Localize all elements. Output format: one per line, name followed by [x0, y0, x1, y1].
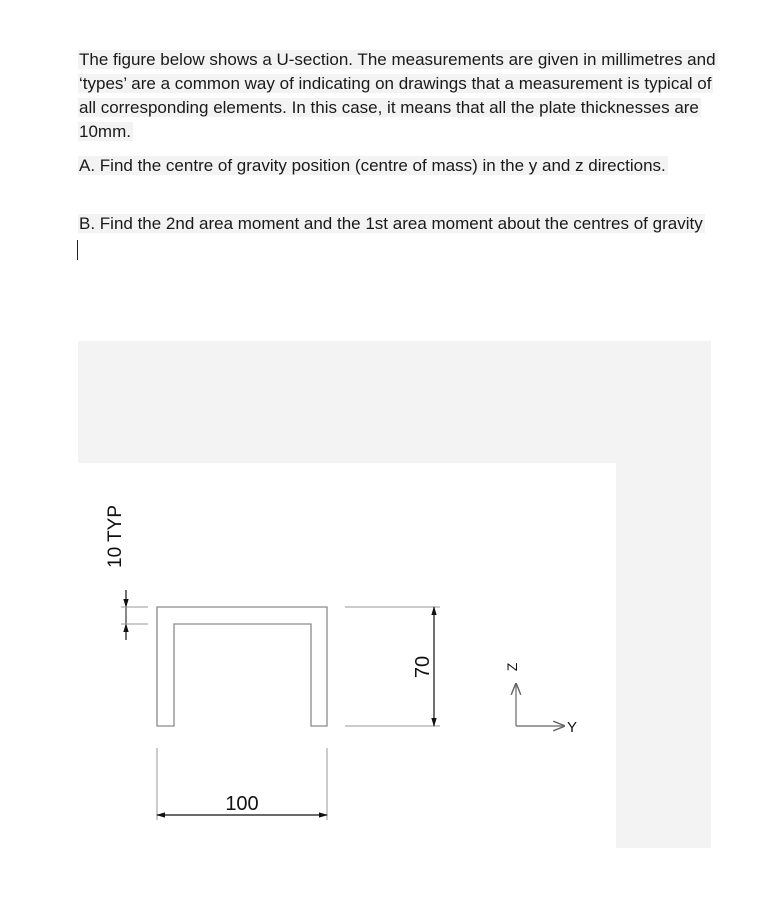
problem-intro-text: The figure below shows a U-section. The measurements are given in millimetres and ‘types’ are a common way of indicating on drawings that a measurement is typical of all corresponding elements. In this case, it means that all the plate thicknesses are 10mm. [79, 50, 716, 141]
height-dimension [345, 607, 440, 726]
width-label: 100 [225, 793, 259, 815]
axis-y-label: Y [567, 719, 578, 736]
width-dimension [157, 748, 327, 820]
axis-indicator [504, 662, 577, 736]
thickness-label: 10 TYP [105, 504, 126, 568]
question-a-text: A. Find the centre of gravity position (centre of mass) in the y and z directions. [79, 156, 666, 175]
height-label: 70 [412, 655, 434, 679]
thickness-dimension [105, 505, 148, 640]
question-b-text: B. Find the 2nd area moment and the 1st area moment about the centres of gravity [79, 214, 703, 233]
axis-z-label: Z [504, 662, 520, 672]
u-section-outline [157, 607, 327, 726]
